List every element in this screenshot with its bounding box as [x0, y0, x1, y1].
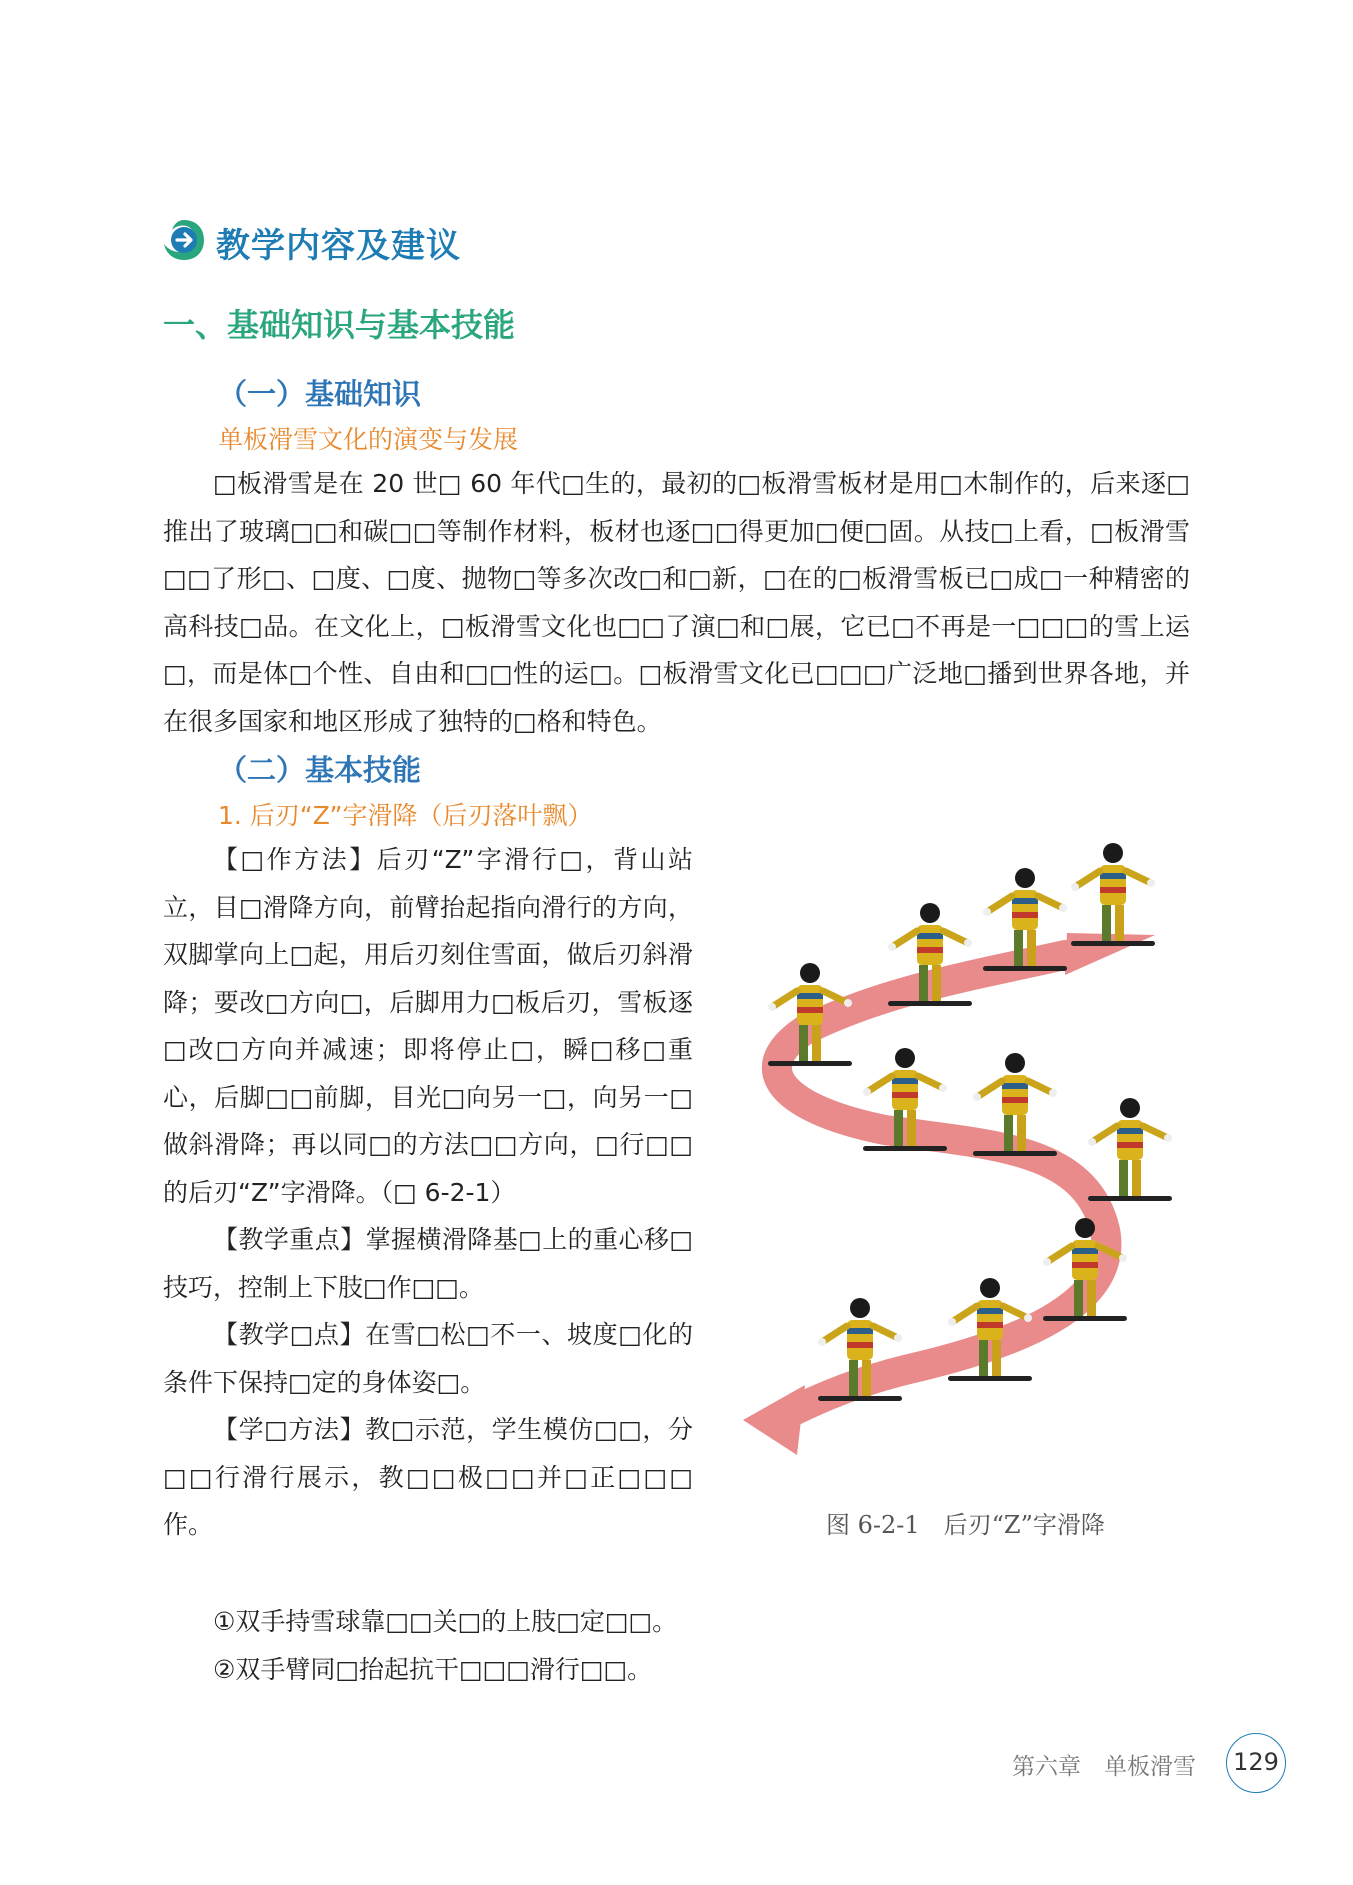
figure-caption: 图 6-2-1 后刃“Z”字滑降: [826, 1511, 1105, 1539]
skill-description-column: [163, 836, 693, 1549]
section-banner: [160, 210, 480, 270]
figure-z-slide: [735, 815, 1205, 1495]
culture-text: □板滑雪是在 20 世□ 60 年代□生的，最初的□板滑雪板材是用□木制作的，后来逐□推出了玻璃□□和碳□□等制作材料，板材也逐□□得更加□便□固。从技□上看，□板滑雪□□了形□、□度、□度、抛物□等多次改□和□新，□在的□板滑雪板已□成□一种精密的高科技□品。在文化上，□板滑雪文化也□□了演□和□展，它已□不再是一□□□的雪上运□，而是体□个性、自由和□□性的运□。□板滑雪文化已□□□广泛地□播到世界各地，并在很多国家和地区形成了独特的□格和特色。: [163, 469, 1190, 736]
topic-z-slide: 1. 后刃“Z”字滑降（后刃落叶飘）: [218, 801, 593, 830]
topic-snowboard-culture: 单板滑雪文化的演变与发展: [218, 425, 519, 454]
arrow-head-icon: [743, 1385, 805, 1455]
drill-item: ①双手持雪球靠□□关□的上肢□定□□。: [213, 1607, 678, 1636]
section-title: 教学内容及建议: [216, 226, 461, 266]
z-path-arrow: [775, 955, 1106, 1420]
page-number: 129: [1226, 1733, 1286, 1793]
subheading-basic-skills: （二）基本技能: [218, 753, 422, 787]
drill-list: [163, 1598, 723, 1693]
drill-item: ②双手臂同□抬起抗干□□□滑行□□。: [213, 1654, 653, 1684]
chapter-footer: 第六章 单板滑雪: [1012, 1754, 1196, 1780]
subheading-basic-knowledge: （一）基础知识: [218, 377, 422, 411]
method-text: 【□作方法】后刃“Z”字滑行□，背山站立，目□滑降方向，前臂抬起指向滑行的方向，双脚掌向上□起，用后刃刻住雪面，做后刃斜滑降；要改□方向□，后脚用力□板后刃，雪板逐□改□方向并减速；即将停止□，瞬□移□重心，后脚□□前脚，目光□向另一□，向另一□做斜滑降；再以同□的方法□□方向，□行□□的后刃“Z”字滑降。（□ 6-2-1）: [163, 845, 693, 1207]
difficulty-text: 【教学□点】在雪□松□不一、坡度□化的条件下保持□定的身体姿□。: [163, 1320, 693, 1397]
arrow-circle-icon: [162, 218, 206, 262]
learning-method-text: 【学□方法】教□示范，学生模仿□□，分□□行滑行展示，教□□极□□并□正□□□作。: [163, 1415, 693, 1539]
paragraph-culture: [163, 460, 1190, 745]
snowboarder-figure: [1071, 843, 1155, 946]
heading-basic-knowledge-skills: 一、基础知识与基本技能: [163, 306, 516, 344]
key-point-text: 【教学重点】掌握横滑降基□上的重心移□技巧，控制上下肢□作□□。: [163, 1225, 693, 1302]
